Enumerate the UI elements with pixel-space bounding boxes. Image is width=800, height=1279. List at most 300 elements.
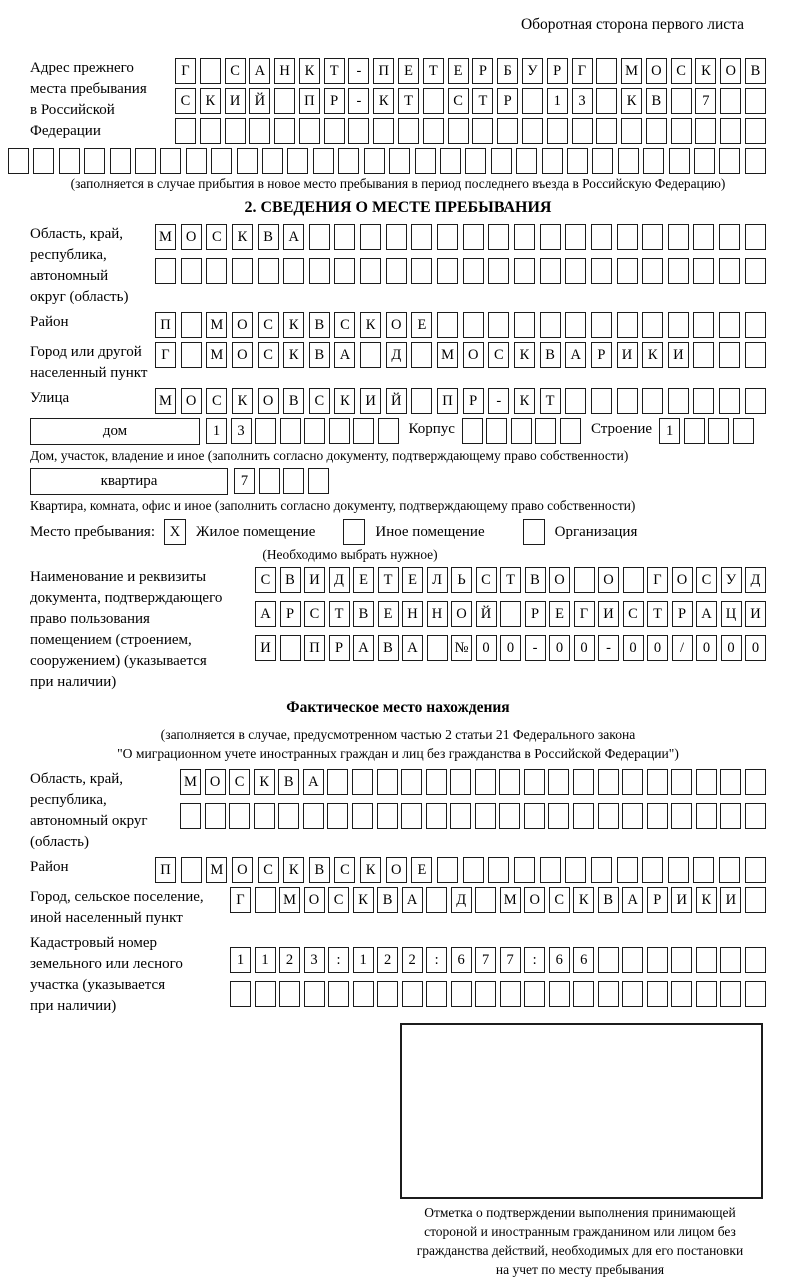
form-cell[interactable]: Г	[175, 58, 196, 84]
form-cell[interactable]: 6	[549, 947, 570, 973]
form-cell[interactable]	[232, 258, 253, 284]
form-cell[interactable]	[426, 803, 447, 829]
form-cell[interactable]	[255, 418, 276, 444]
form-cell[interactable]: Р	[647, 887, 668, 913]
form-cell[interactable]: И	[671, 887, 692, 913]
form-cell[interactable]	[437, 224, 458, 250]
form-cell[interactable]: Т	[378, 567, 399, 593]
residence-checkbox-organization[interactable]	[523, 519, 545, 545]
form-cell[interactable]	[299, 118, 320, 144]
form-cell[interactable]: М	[155, 388, 176, 414]
form-cell[interactable]	[437, 258, 458, 284]
form-cell[interactable]: Й	[386, 388, 407, 414]
form-cell[interactable]	[745, 803, 766, 829]
form-cell[interactable]	[696, 803, 717, 829]
form-cell[interactable]: И	[745, 601, 766, 627]
form-cell[interactable]	[542, 148, 563, 174]
form-cell[interactable]: Т	[423, 58, 444, 84]
form-cell[interactable]: :	[328, 947, 349, 973]
residence-checkbox-dwelling[interactable]: X	[164, 519, 186, 545]
form-cell[interactable]	[514, 857, 535, 883]
form-cell[interactable]	[463, 312, 484, 338]
form-cell[interactable]	[719, 342, 740, 368]
form-cell[interactable]: 0	[647, 635, 668, 661]
form-cell[interactable]	[596, 88, 617, 114]
form-cell[interactable]	[745, 258, 766, 284]
form-cell[interactable]	[647, 947, 668, 973]
form-cell[interactable]: К	[695, 58, 716, 84]
form-cell[interactable]	[671, 118, 692, 144]
form-cell[interactable]	[328, 981, 349, 1007]
form-cell[interactable]: Д	[329, 567, 350, 593]
form-cell[interactable]: Р	[329, 635, 350, 661]
form-cell[interactable]: О	[549, 567, 570, 593]
form-cell[interactable]: К	[283, 342, 304, 368]
form-cell[interactable]	[33, 148, 54, 174]
form-cell[interactable]	[719, 388, 740, 414]
form-cell[interactable]: А	[402, 887, 423, 913]
form-cell[interactable]	[573, 803, 594, 829]
form-cell[interactable]: А	[283, 224, 304, 250]
form-cell[interactable]	[719, 312, 740, 338]
form-cell[interactable]	[516, 148, 537, 174]
form-cell[interactable]	[475, 769, 496, 795]
form-cell[interactable]	[450, 769, 471, 795]
form-cell[interactable]	[573, 981, 594, 1007]
form-cell[interactable]: Л	[427, 567, 448, 593]
form-cell[interactable]: В	[309, 342, 330, 368]
form-cell[interactable]	[360, 258, 381, 284]
form-cell[interactable]	[262, 148, 283, 174]
form-cell[interactable]	[745, 224, 766, 250]
form-cell[interactable]	[229, 803, 250, 829]
form-cell[interactable]: А	[249, 58, 270, 84]
form-cell[interactable]	[255, 981, 276, 1007]
form-cell[interactable]: Е	[402, 567, 423, 593]
form-cell[interactable]	[426, 769, 447, 795]
form-cell[interactable]	[696, 981, 717, 1007]
form-cell[interactable]: Н	[427, 601, 448, 627]
form-cell[interactable]	[386, 258, 407, 284]
form-cell[interactable]	[647, 769, 668, 795]
form-cell[interactable]: Р	[525, 601, 546, 627]
form-cell[interactable]	[693, 258, 714, 284]
form-cell[interactable]: Г	[572, 58, 593, 84]
form-cell[interactable]	[360, 224, 381, 250]
form-cell[interactable]	[181, 258, 202, 284]
form-cell[interactable]	[175, 118, 196, 144]
form-cell[interactable]: О	[524, 887, 545, 913]
form-cell[interactable]	[206, 258, 227, 284]
form-cell[interactable]: М	[206, 312, 227, 338]
form-cell[interactable]: О	[598, 567, 619, 593]
form-cell[interactable]: Т	[647, 601, 668, 627]
form-cell[interactable]: 0	[745, 635, 766, 661]
form-cell[interactable]	[353, 981, 374, 1007]
form-cell[interactable]	[327, 769, 348, 795]
form-cell[interactable]	[186, 148, 207, 174]
form-cell[interactable]	[373, 118, 394, 144]
form-cell[interactable]: И	[225, 88, 246, 114]
form-cell[interactable]: :	[426, 947, 447, 973]
form-cell[interactable]: С	[476, 567, 497, 593]
form-cell[interactable]	[745, 388, 766, 414]
form-cell[interactable]: К	[696, 887, 717, 913]
form-cell[interactable]: -	[598, 635, 619, 661]
form-cell[interactable]: В	[278, 769, 299, 795]
form-cell[interactable]	[592, 148, 613, 174]
form-cell[interactable]: С	[304, 601, 325, 627]
form-cell[interactable]: П	[373, 58, 394, 84]
form-cell[interactable]: К	[283, 312, 304, 338]
form-cell[interactable]: О	[232, 857, 253, 883]
form-cell[interactable]	[591, 857, 612, 883]
form-cell[interactable]: М	[180, 769, 201, 795]
form-cell[interactable]	[497, 118, 518, 144]
form-cell[interactable]: У	[522, 58, 543, 84]
form-cell[interactable]	[426, 981, 447, 1007]
form-cell[interactable]: Е	[549, 601, 570, 627]
form-cell[interactable]	[540, 312, 561, 338]
form-cell[interactable]	[309, 258, 330, 284]
form-cell[interactable]	[488, 224, 509, 250]
form-cell[interactable]	[695, 118, 716, 144]
form-cell[interactable]: Й	[476, 601, 497, 627]
form-cell[interactable]	[671, 947, 692, 973]
form-cell[interactable]: С	[696, 567, 717, 593]
form-cell[interactable]: Н	[402, 601, 423, 627]
form-cell[interactable]	[719, 258, 740, 284]
form-cell[interactable]: М	[621, 58, 642, 84]
form-cell[interactable]: С	[309, 388, 330, 414]
form-cell[interactable]: 3	[572, 88, 593, 114]
form-cell[interactable]	[462, 418, 483, 444]
form-cell[interactable]	[352, 769, 373, 795]
form-cell[interactable]	[200, 58, 221, 84]
form-cell[interactable]	[646, 118, 667, 144]
form-cell[interactable]: В	[258, 224, 279, 250]
form-cell[interactable]	[423, 88, 444, 114]
form-cell[interactable]	[500, 981, 521, 1007]
form-cell[interactable]	[642, 388, 663, 414]
form-cell[interactable]: П	[299, 88, 320, 114]
form-cell[interactable]	[334, 224, 355, 250]
form-cell[interactable]: 6	[451, 947, 472, 973]
form-cell[interactable]: А	[622, 887, 643, 913]
form-cell[interactable]	[338, 148, 359, 174]
form-cell[interactable]: В	[283, 388, 304, 414]
form-cell[interactable]	[668, 388, 689, 414]
form-cell[interactable]: И	[255, 635, 276, 661]
form-cell[interactable]: Т	[472, 88, 493, 114]
form-cell[interactable]	[110, 148, 131, 174]
form-cell[interactable]: Р	[497, 88, 518, 114]
form-cell[interactable]	[255, 887, 276, 913]
form-cell[interactable]	[719, 224, 740, 250]
form-cell[interactable]	[411, 224, 432, 250]
form-cell[interactable]: О	[463, 342, 484, 368]
form-cell[interactable]: И	[668, 342, 689, 368]
form-cell[interactable]	[720, 118, 741, 144]
form-cell[interactable]: С	[671, 58, 692, 84]
form-cell[interactable]	[720, 88, 741, 114]
form-cell[interactable]	[303, 803, 324, 829]
form-cell[interactable]	[402, 981, 423, 1007]
form-cell[interactable]: Д	[386, 342, 407, 368]
form-cell[interactable]: Р	[672, 601, 693, 627]
form-cell[interactable]: К	[360, 857, 381, 883]
form-cell[interactable]	[225, 118, 246, 144]
form-cell[interactable]: П	[155, 312, 176, 338]
form-cell[interactable]	[437, 857, 458, 883]
form-cell[interactable]	[334, 258, 355, 284]
form-cell[interactable]: Е	[411, 857, 432, 883]
form-cell[interactable]	[514, 224, 535, 250]
form-cell[interactable]: К	[299, 58, 320, 84]
form-cell[interactable]: М	[155, 224, 176, 250]
form-cell[interactable]: А	[565, 342, 586, 368]
form-cell[interactable]	[617, 312, 638, 338]
form-cell[interactable]: -	[348, 58, 369, 84]
form-cell[interactable]	[475, 887, 496, 913]
form-cell[interactable]: 1	[547, 88, 568, 114]
form-cell[interactable]: О	[672, 567, 693, 593]
form-cell[interactable]	[353, 418, 374, 444]
form-cell[interactable]	[696, 769, 717, 795]
form-cell[interactable]: С	[623, 601, 644, 627]
form-cell[interactable]	[693, 342, 714, 368]
form-cell[interactable]	[360, 342, 381, 368]
form-cell[interactable]	[475, 803, 496, 829]
form-cell[interactable]	[451, 981, 472, 1007]
form-cell[interactable]: 0	[721, 635, 742, 661]
form-cell[interactable]	[720, 947, 741, 973]
form-cell[interactable]	[472, 118, 493, 144]
form-cell[interactable]: С	[258, 342, 279, 368]
form-cell[interactable]	[200, 118, 221, 144]
form-cell[interactable]	[745, 342, 766, 368]
form-cell[interactable]	[514, 312, 535, 338]
form-cell[interactable]: Е	[378, 601, 399, 627]
form-cell[interactable]: 7	[695, 88, 716, 114]
form-cell[interactable]	[591, 312, 612, 338]
form-cell[interactable]: О	[451, 601, 472, 627]
form-cell[interactable]	[696, 947, 717, 973]
form-cell[interactable]	[440, 148, 461, 174]
form-cell[interactable]: В	[353, 601, 374, 627]
form-cell[interactable]	[524, 981, 545, 1007]
form-cell[interactable]: К	[334, 388, 355, 414]
form-cell[interactable]	[522, 88, 543, 114]
form-cell[interactable]	[618, 148, 639, 174]
form-cell[interactable]: М	[500, 887, 521, 913]
form-cell[interactable]: Т	[324, 58, 345, 84]
form-cell[interactable]	[549, 981, 570, 1007]
form-cell[interactable]: 3	[231, 418, 252, 444]
form-cell[interactable]	[720, 769, 741, 795]
form-cell[interactable]	[745, 947, 766, 973]
form-cell[interactable]	[352, 803, 373, 829]
form-cell[interactable]	[668, 312, 689, 338]
form-cell[interactable]	[364, 148, 385, 174]
form-cell[interactable]	[463, 857, 484, 883]
form-cell[interactable]	[426, 887, 447, 913]
form-cell[interactable]	[573, 769, 594, 795]
form-cell[interactable]	[643, 148, 664, 174]
form-cell[interactable]: Т	[398, 88, 419, 114]
form-cell[interactable]	[621, 118, 642, 144]
form-cell[interactable]	[745, 312, 766, 338]
form-cell[interactable]	[693, 857, 714, 883]
form-cell[interactable]	[348, 118, 369, 144]
form-cell[interactable]	[540, 224, 561, 250]
form-cell[interactable]	[720, 981, 741, 1007]
form-cell[interactable]: 0	[549, 635, 570, 661]
form-cell[interactable]: К	[621, 88, 642, 114]
form-cell[interactable]: №	[451, 635, 472, 661]
form-cell[interactable]	[642, 224, 663, 250]
form-cell[interactable]	[180, 803, 201, 829]
form-cell[interactable]	[745, 769, 766, 795]
form-cell[interactable]	[647, 981, 668, 1007]
form-cell[interactable]	[511, 418, 532, 444]
form-cell[interactable]	[745, 887, 766, 913]
form-cell[interactable]	[437, 312, 458, 338]
form-cell[interactable]: Г	[230, 887, 251, 913]
form-cell[interactable]	[565, 258, 586, 284]
form-cell[interactable]	[560, 418, 581, 444]
form-cell[interactable]	[389, 148, 410, 174]
form-cell[interactable]: М	[437, 342, 458, 368]
form-cell[interactable]	[475, 981, 496, 1007]
form-cell[interactable]: В	[540, 342, 561, 368]
form-cell[interactable]: 2	[279, 947, 300, 973]
form-cell[interactable]: С	[258, 857, 279, 883]
form-cell[interactable]	[671, 769, 692, 795]
form-cell[interactable]	[499, 803, 520, 829]
form-cell[interactable]	[313, 148, 334, 174]
form-cell[interactable]: 2	[377, 947, 398, 973]
form-cell[interactable]	[745, 857, 766, 883]
form-cell[interactable]: В	[646, 88, 667, 114]
form-cell[interactable]: К	[373, 88, 394, 114]
form-cell[interactable]	[540, 258, 561, 284]
form-cell[interactable]: К	[200, 88, 221, 114]
form-cell[interactable]: К	[283, 857, 304, 883]
form-cell[interactable]: О	[205, 769, 226, 795]
form-cell[interactable]: 1	[353, 947, 374, 973]
form-cell[interactable]: В	[378, 635, 399, 661]
form-cell[interactable]: Д	[451, 887, 472, 913]
form-cell[interactable]	[274, 118, 295, 144]
form-cell[interactable]	[249, 118, 270, 144]
form-cell[interactable]: С	[255, 567, 276, 593]
form-cell[interactable]: С	[549, 887, 570, 913]
form-cell[interactable]	[283, 468, 304, 494]
form-cell[interactable]	[548, 803, 569, 829]
form-cell[interactable]	[377, 803, 398, 829]
form-cell[interactable]: А	[353, 635, 374, 661]
form-cell[interactable]: К	[254, 769, 275, 795]
form-cell[interactable]: К	[514, 388, 535, 414]
form-cell[interactable]: К	[353, 887, 374, 913]
form-cell[interactable]	[280, 635, 301, 661]
form-cell[interactable]: 0	[623, 635, 644, 661]
form-cell[interactable]: И	[598, 601, 619, 627]
form-cell[interactable]: 2	[402, 947, 423, 973]
form-cell[interactable]: О	[646, 58, 667, 84]
form-cell[interactable]: 0	[500, 635, 521, 661]
form-cell[interactable]	[324, 118, 345, 144]
form-cell[interactable]	[181, 342, 202, 368]
form-cell[interactable]	[719, 857, 740, 883]
form-cell[interactable]	[181, 857, 202, 883]
form-cell[interactable]	[450, 803, 471, 829]
form-cell[interactable]	[622, 769, 643, 795]
residence-checkbox-other[interactable]	[343, 519, 365, 545]
form-cell[interactable]: К	[232, 388, 253, 414]
form-cell[interactable]: Т	[329, 601, 350, 627]
form-cell[interactable]: Е	[353, 567, 374, 593]
form-cell[interactable]	[647, 803, 668, 829]
form-cell[interactable]	[719, 148, 740, 174]
form-cell[interactable]	[488, 312, 509, 338]
form-cell[interactable]	[694, 148, 715, 174]
form-cell[interactable]	[135, 148, 156, 174]
form-cell[interactable]: В	[280, 567, 301, 593]
form-cell[interactable]	[491, 148, 512, 174]
form-cell[interactable]: С	[448, 88, 469, 114]
form-cell[interactable]: Б	[497, 58, 518, 84]
form-cell[interactable]	[693, 224, 714, 250]
form-cell[interactable]: 0	[696, 635, 717, 661]
form-cell[interactable]	[567, 148, 588, 174]
form-cell[interactable]: Е	[398, 58, 419, 84]
form-cell[interactable]	[377, 769, 398, 795]
form-cell[interactable]	[254, 803, 275, 829]
form-cell[interactable]	[329, 418, 350, 444]
form-cell[interactable]: К	[514, 342, 535, 368]
form-cell[interactable]: С	[488, 342, 509, 368]
form-cell[interactable]: А	[255, 601, 276, 627]
form-cell[interactable]: Т	[540, 388, 561, 414]
form-cell[interactable]: Е	[448, 58, 469, 84]
form-cell[interactable]	[160, 148, 181, 174]
form-cell[interactable]: П	[155, 857, 176, 883]
form-cell[interactable]: 7	[234, 468, 255, 494]
form-cell[interactable]: Р	[324, 88, 345, 114]
form-cell[interactable]	[59, 148, 80, 174]
form-cell[interactable]: 3	[304, 947, 325, 973]
form-cell[interactable]: О	[304, 887, 325, 913]
form-cell[interactable]: К	[232, 224, 253, 250]
form-cell[interactable]	[684, 418, 705, 444]
form-cell[interactable]	[745, 118, 766, 144]
form-cell[interactable]	[259, 468, 280, 494]
form-cell[interactable]: И	[360, 388, 381, 414]
form-cell[interactable]: Ц	[721, 601, 742, 627]
form-cell[interactable]	[327, 803, 348, 829]
form-cell[interactable]	[378, 418, 399, 444]
form-cell[interactable]	[463, 224, 484, 250]
form-cell[interactable]	[280, 418, 301, 444]
form-cell[interactable]	[642, 312, 663, 338]
form-cell[interactable]	[572, 118, 593, 144]
form-cell[interactable]	[278, 803, 299, 829]
form-cell[interactable]: И	[720, 887, 741, 913]
form-cell[interactable]: И	[304, 567, 325, 593]
form-cell[interactable]	[258, 258, 279, 284]
